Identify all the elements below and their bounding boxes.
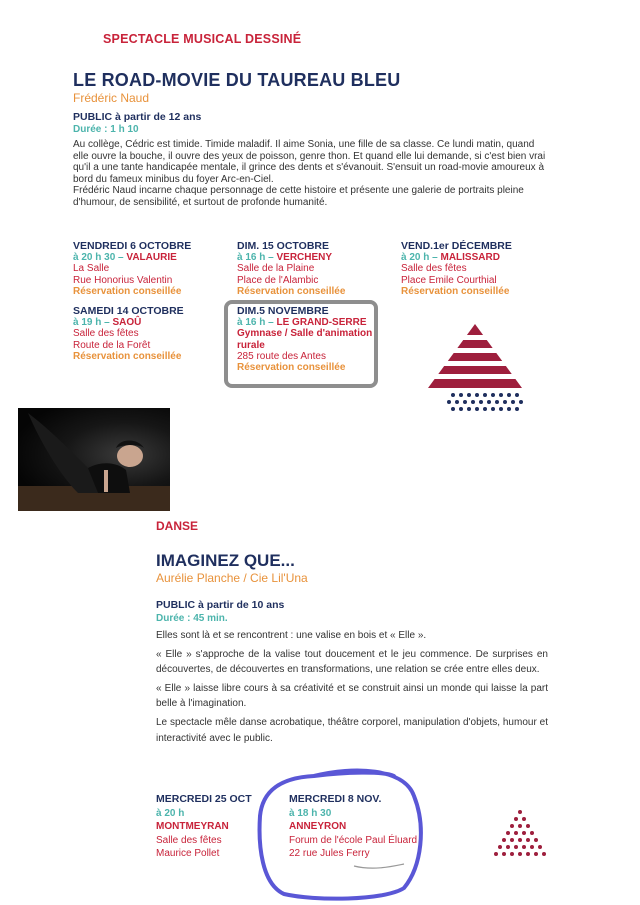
date-block [73,306,233,362]
date-day: MERCREDI 8 NOV. [289,793,382,805]
venue-name: Salle des fêtes [401,263,467,275]
description-paragraph: Au collège, Cédric est timide. Timide maladif. Il aime Sonia, une fille de sa classe. Ce lundi matin, quand elle ouvre la bouche, il ouvre des yeux de poisson, genre thon. Et quand elle lui demande, si c'est bien vrai qu'il a une tante handicapée mentale, il grince des dents et s'évanouit. S'ensuit un road-movie amoureux à bord du fameux minibus du foyer Arc-en-Ciel. [73,139,546,185]
date-time-place: à 16 h – LE GRAND-SERRE [237,317,367,329]
date-time-place: à 19 h – SAOÛ [73,317,142,329]
date-time-place: à 16 h – VERCHENY [237,252,333,264]
venue-address: Route de la Forêt [73,339,151,351]
venue-address: Rue Honorius Valentin [73,274,173,286]
reservation-note: Réservation conseillée [73,350,182,362]
date-block [401,241,551,297]
venue-address: 22 rue Jules Ferry [289,848,370,859]
venue-address: 285 route des Antes [237,350,326,362]
duration-label: Durée : 1 h 10 [73,124,139,135]
town-name: MONTMEYRAN [156,821,229,832]
reservation-note: Réservation conseillée [237,285,346,297]
dancer-photo [18,408,170,511]
duration-label: Durée : 45 min. [156,613,228,624]
date-time: à 18 h 30 [289,807,332,819]
dotted-triangle-icon [494,808,546,864]
date-day: SAMEDI 14 OCTOBRE [73,305,184,317]
date-block [237,241,387,297]
category-label: DANSE [156,519,199,533]
venue-name: Forum de l'école Paul Éluard [289,834,418,846]
description-paragraph: Frédéric Naud incarne chaque personnage de cette histoire et présente une galerie de portraits pleine d'humour, de sensibilité, et surtout de profonde humanité. [73,185,524,208]
description-paragraph: Elles sont là et se rencontrent : une valise en bois et « Elle ». [156,630,427,641]
date-day: VEND.1er DÉCEMBRE [401,240,512,252]
show-title: LE ROAD-MOVIE DU TAUREAU BLEU [73,70,401,90]
venue-name: Gymnase / Salle d'animation rurale [237,328,373,351]
venue-address: Maurice Pollet [156,848,220,859]
date-day: VENDREDI 6 OCTOBRE [73,240,192,252]
date-day: MERCREDI 25 OCT [156,793,252,805]
venue-address: Place de l'Alambic [237,274,319,286]
venue-address: Place Emile Courthial [401,274,497,286]
town-name: ANNEYRON [289,821,347,832]
show-description [73,139,548,209]
date-time-place: à 20 h – MALISSARD [401,252,500,264]
description-paragraph: « Elle » s'approche de la valise tout doucement et le jeu commence. De surprises en découvertes, de découvertes en transformations, une relation se crée entre elles deux. [156,648,548,676]
description-paragraph: Le spectacle mêle danse acrobatique, théâtre corporel, manipulation d'objets, humour et interactivité avec le public. [156,716,548,744]
reservation-note: Réservation conseillée [401,285,510,297]
description-paragraph: « Elle » laisse libre cours à sa créativité et se construit ainsi un monde qui laisse la part belle à l'imagination. [156,682,548,710]
blue-highlight-marker [254,766,430,902]
date-day: DIM. 15 OCTOBRE [237,240,329,252]
date-time-place: à 20 h 30 – VALAURIE [73,252,177,264]
gray-highlight-marker [224,300,378,388]
venue-name: Salle des fêtes [156,834,222,846]
show-description [156,628,548,749]
category-label: SPECTACLE MUSICAL DESSINÉ [103,32,302,46]
reservation-note: Réservation conseillée [237,362,346,374]
venue-name: La Salle [73,263,110,275]
show-title: IMAGINEZ QUE... [156,551,295,570]
date-time: à 20 h [156,807,185,819]
date-day: DIM.5 NOVEMBRE [237,305,329,317]
venue-name: Salle de la Plaine [237,263,315,275]
venue-name: Salle des fêtes [73,328,139,340]
striped-triangle-icon [425,322,525,417]
audience-label: PUBLIC à partir de 10 ans [156,599,285,611]
date-block [73,241,233,297]
audience-label: PUBLIC à partir de 12 ans [73,111,202,123]
show-author: Aurélie Planche / Cie Lil'Una [156,571,308,585]
show-author: Frédéric Naud [73,91,150,105]
reservation-note: Réservation conseillée [73,285,182,297]
